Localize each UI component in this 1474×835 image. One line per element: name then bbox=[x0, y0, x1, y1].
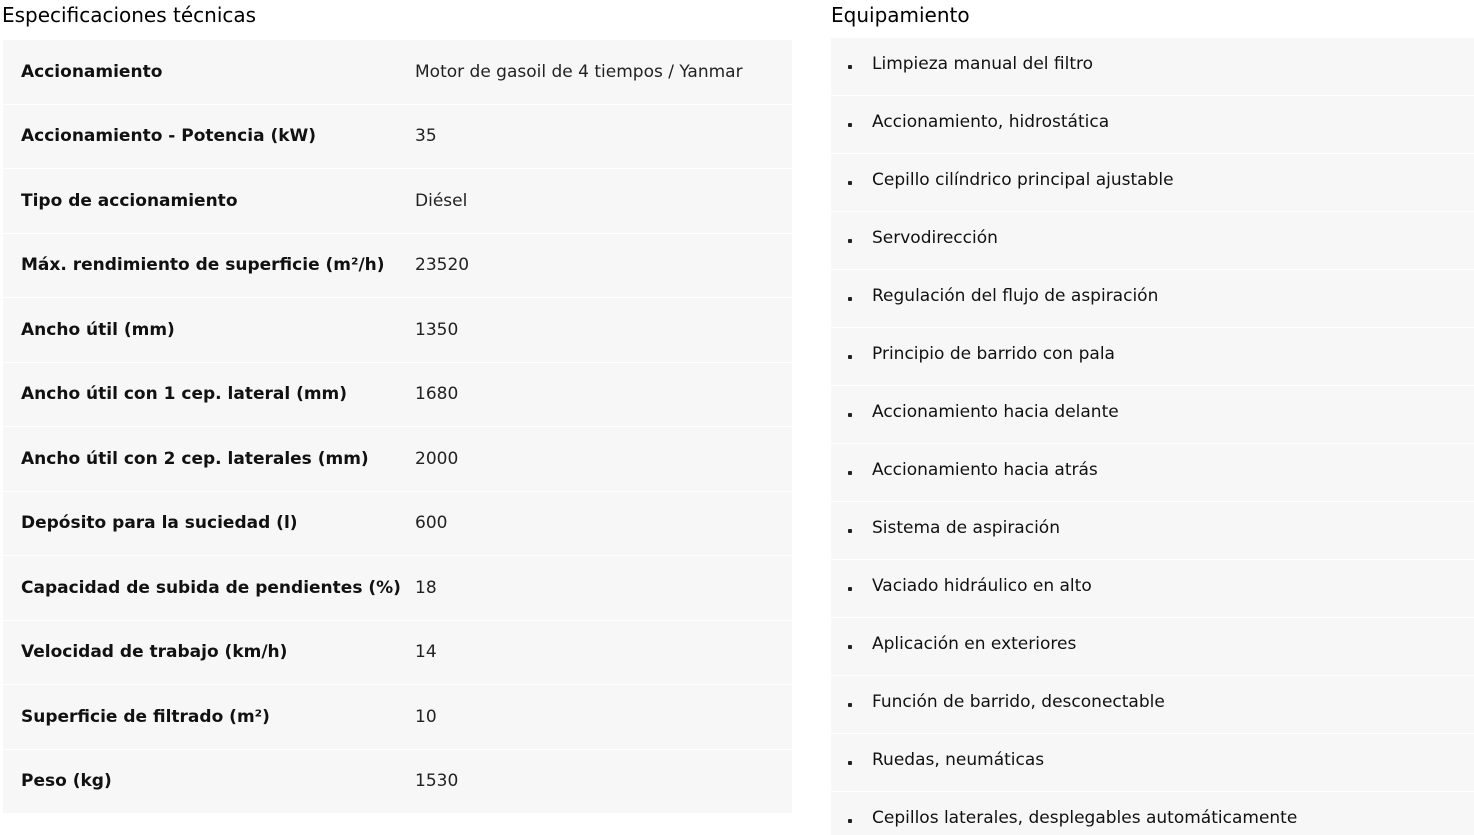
list-item bbox=[831, 560, 1474, 618]
spec-label: Máx. rendimiento de superficie (m²/h) bbox=[21, 255, 385, 276]
bullet-icon bbox=[848, 529, 852, 533]
equipment-item-label: Sistema de aspiración bbox=[872, 518, 1060, 538]
spec-label: Capacidad de subida de pendientes (%) bbox=[21, 577, 401, 598]
spec-label: Velocidad de trabajo (km/h) bbox=[21, 642, 288, 663]
spec-label: Depósito para la suciedad (l) bbox=[21, 513, 298, 534]
spec-value: 23520 bbox=[415, 255, 470, 276]
list-item bbox=[831, 386, 1474, 444]
list-item bbox=[831, 270, 1474, 328]
spec-value: 10 bbox=[415, 706, 437, 727]
spec-value: Diésel bbox=[415, 190, 468, 211]
list-item bbox=[831, 792, 1474, 835]
equipment-item-label: Accionamiento hacia atrás bbox=[872, 460, 1098, 480]
spec-row bbox=[3, 750, 792, 815]
spec-row bbox=[3, 298, 792, 363]
spec-value: 18 bbox=[415, 577, 437, 598]
bullet-icon bbox=[848, 413, 852, 417]
spec-value: Motor de gasoil de 4 tiempos / Yanmar bbox=[415, 61, 743, 82]
equipment-item-label: Accionamiento hacia delante bbox=[872, 402, 1119, 422]
spec-value: 14 bbox=[415, 642, 437, 663]
list-item bbox=[831, 96, 1474, 154]
specifications-title: Especificaciones técnicas bbox=[2, 3, 257, 27]
spec-label: Superficie de filtrado (m²) bbox=[21, 706, 270, 727]
list-item bbox=[831, 676, 1474, 734]
equipment-item-label: Servodirección bbox=[872, 228, 998, 248]
equipment-item-label: Función de barrido, desconectable bbox=[872, 692, 1165, 712]
list-item bbox=[831, 734, 1474, 792]
equipment-item-label: Accionamiento, hidrostática bbox=[872, 112, 1110, 132]
spec-value: 1350 bbox=[415, 319, 459, 340]
spec-row bbox=[3, 169, 792, 234]
equipment-item-label: Regulación del flujo de aspiración bbox=[872, 286, 1159, 306]
spec-row bbox=[3, 621, 792, 686]
spec-value: 35 bbox=[415, 126, 437, 147]
bullet-icon bbox=[848, 471, 852, 475]
bullet-icon bbox=[848, 239, 852, 243]
spec-row bbox=[3, 685, 792, 750]
equipment-item-label: Cepillos laterales, desplegables automáticamente bbox=[872, 808, 1298, 828]
bullet-icon bbox=[848, 65, 852, 69]
bullet-icon bbox=[848, 761, 852, 765]
bullet-icon bbox=[848, 355, 852, 359]
equipment-item-label: Ruedas, neumáticas bbox=[872, 750, 1045, 770]
list-item bbox=[831, 38, 1474, 96]
spec-label: Peso (kg) bbox=[21, 771, 112, 792]
spec-row bbox=[3, 105, 792, 170]
bullet-icon bbox=[848, 123, 852, 127]
spec-value: 600 bbox=[415, 513, 448, 534]
spec-value: 2000 bbox=[415, 448, 459, 469]
spec-row bbox=[3, 427, 792, 492]
bullet-icon bbox=[848, 297, 852, 301]
list-item bbox=[831, 502, 1474, 560]
spec-row bbox=[3, 234, 792, 299]
spec-value: 1530 bbox=[415, 771, 459, 792]
equipment-item-label: Vaciado hidráulico en alto bbox=[872, 576, 1092, 596]
list-item bbox=[831, 618, 1474, 676]
spec-label: Ancho útil (mm) bbox=[21, 319, 175, 340]
spec-label: Ancho útil con 1 cep. lateral (mm) bbox=[21, 384, 348, 405]
spec-label: Accionamiento bbox=[21, 61, 163, 82]
bullet-icon bbox=[848, 819, 852, 823]
equipment-item-label: Limpieza manual del filtro bbox=[872, 54, 1094, 74]
spec-label: Accionamiento - Potencia (kW) bbox=[21, 126, 317, 147]
spec-row bbox=[3, 492, 792, 557]
equipment-list bbox=[831, 38, 1474, 835]
bullet-icon bbox=[848, 703, 852, 707]
equipment-item-label: Cepillo cilíndrico principal ajustable bbox=[872, 170, 1174, 190]
list-item bbox=[831, 328, 1474, 386]
spec-row bbox=[3, 363, 792, 428]
spec-row bbox=[3, 556, 792, 621]
spec-label: Tipo de accionamiento bbox=[21, 190, 238, 211]
equipment-title: Equipamiento bbox=[831, 3, 970, 27]
bullet-icon bbox=[848, 645, 852, 649]
list-item bbox=[831, 212, 1474, 270]
equipment-item-label: Principio de barrido con pala bbox=[872, 344, 1115, 364]
equipment-section bbox=[831, 0, 1474, 835]
bullet-icon bbox=[848, 587, 852, 591]
bullet-icon bbox=[848, 181, 852, 185]
specifications-table bbox=[0, 40, 792, 814]
equipment-item-label: Aplicación en exteriores bbox=[872, 634, 1077, 654]
spec-row bbox=[3, 40, 792, 105]
spec-value: 1680 bbox=[415, 384, 459, 405]
spec-label: Ancho útil con 2 cep. laterales (mm) bbox=[21, 448, 369, 469]
list-item bbox=[831, 444, 1474, 502]
list-item bbox=[831, 154, 1474, 212]
